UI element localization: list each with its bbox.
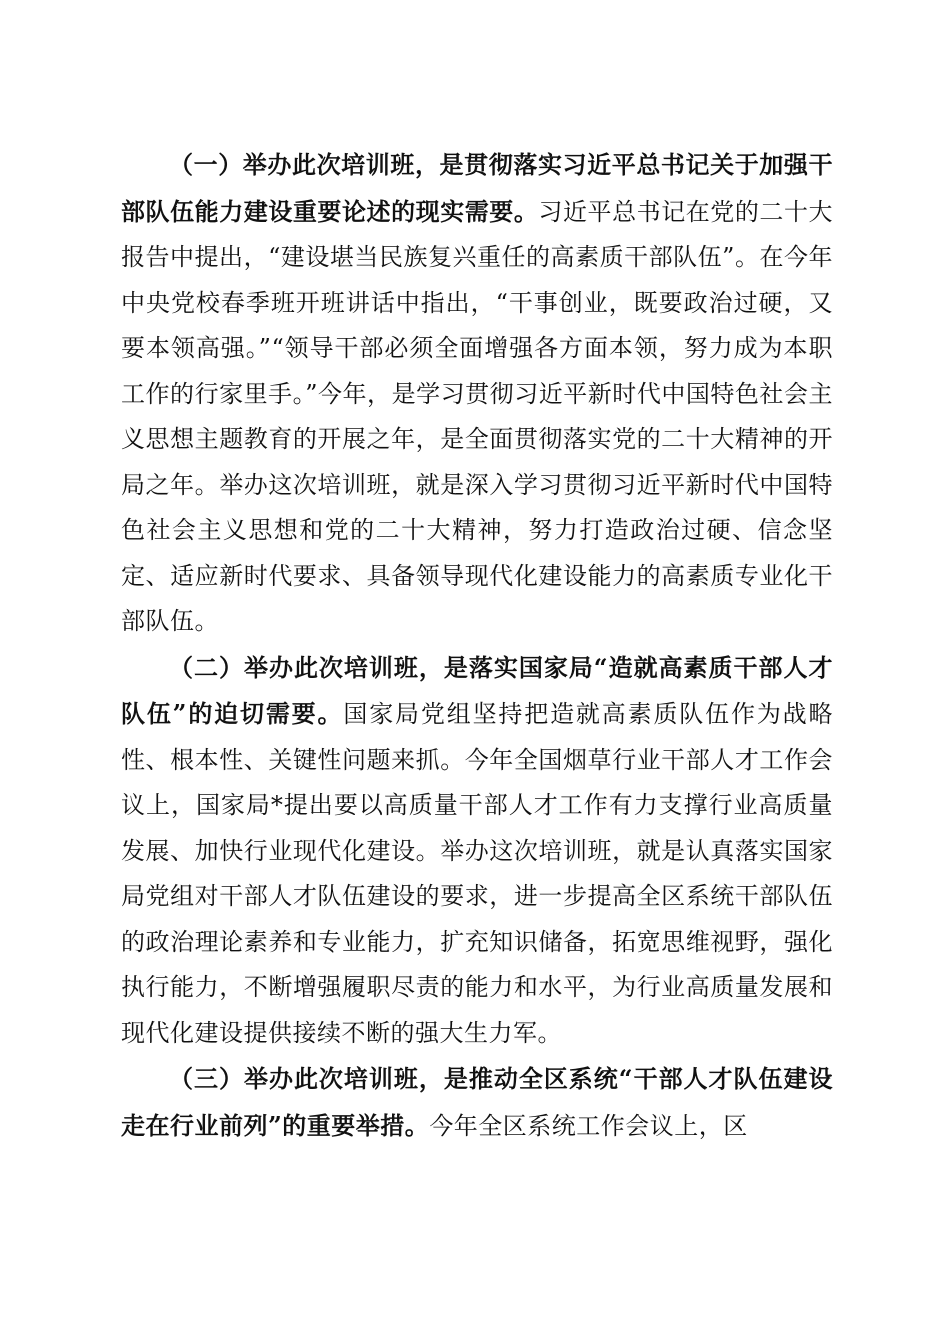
document-body <box>121 142 833 1149</box>
paragraph-3-body: 今年全区系统工作会议上，区 <box>429 1111 748 1140</box>
paragraph-2-lead: （二）举办此次培训班，是落实国家局“造就高素质干部人才队伍”的迫切需要。 <box>121 652 833 728</box>
paragraph-2 <box>121 645 833 1057</box>
paragraph-3-lead: （三）举办此次培训班，是推动全区系统“干部人才队伍建设走在行业前列”的重要举措。 <box>121 1064 833 1140</box>
paragraph-1-body: 习近平总书记在党的二十大报告中提出，“建设堪当民族复兴重任的高素质干部队伍”。在今年中央党校春季班开班讲话中指出，“干事创业，既要政治过硬，又要本领高强。”“领导干部必须全面增强各方面本领，努力成为本职工作的行家里手。”今年，是学习贯彻习近平新时代中国特色社会主义思想主题教育的开展之年，是全面贯彻落实党的二十大精神的开局之年。举办这次培训班，就是深入学习贯彻习近平新时代中国特色社会主义思想和党的二十大精神，努力打造政治过硬、信念坚定、适应新时代要求、具备领导现代化建设能力的高素质专业化干部队伍。 <box>121 197 834 635</box>
paragraph-2-body: 国家局党组坚持把造就高素质队伍作为战略性、根本性、关键性问题来抓。今年全国烟草行业干部人才工作会议上，国家局*提出要以高质量干部人才工作有力支撑行业高质量发展、加快行业现代化建设。举办这次培训班，就是认真落实国家局党组对干部人才队伍建设的要求，进一步提高全区系统干部队伍的政治理论素养和专业能力，扩充知识储备，拓宽思维视野，强化执行能力，不断增强履职尽责的能力和水平，为行业高质量发展和现代化建设提供接续不断的强大生力军。 <box>121 700 833 1047</box>
paragraph-3 <box>121 1056 833 1149</box>
paragraph-1-lead: （一）举办此次培训班，是贯彻落实习近平总书记关于加强干部队伍能力建设重要论述的现实需要。 <box>121 150 833 226</box>
paragraph-1 <box>121 142 833 645</box>
